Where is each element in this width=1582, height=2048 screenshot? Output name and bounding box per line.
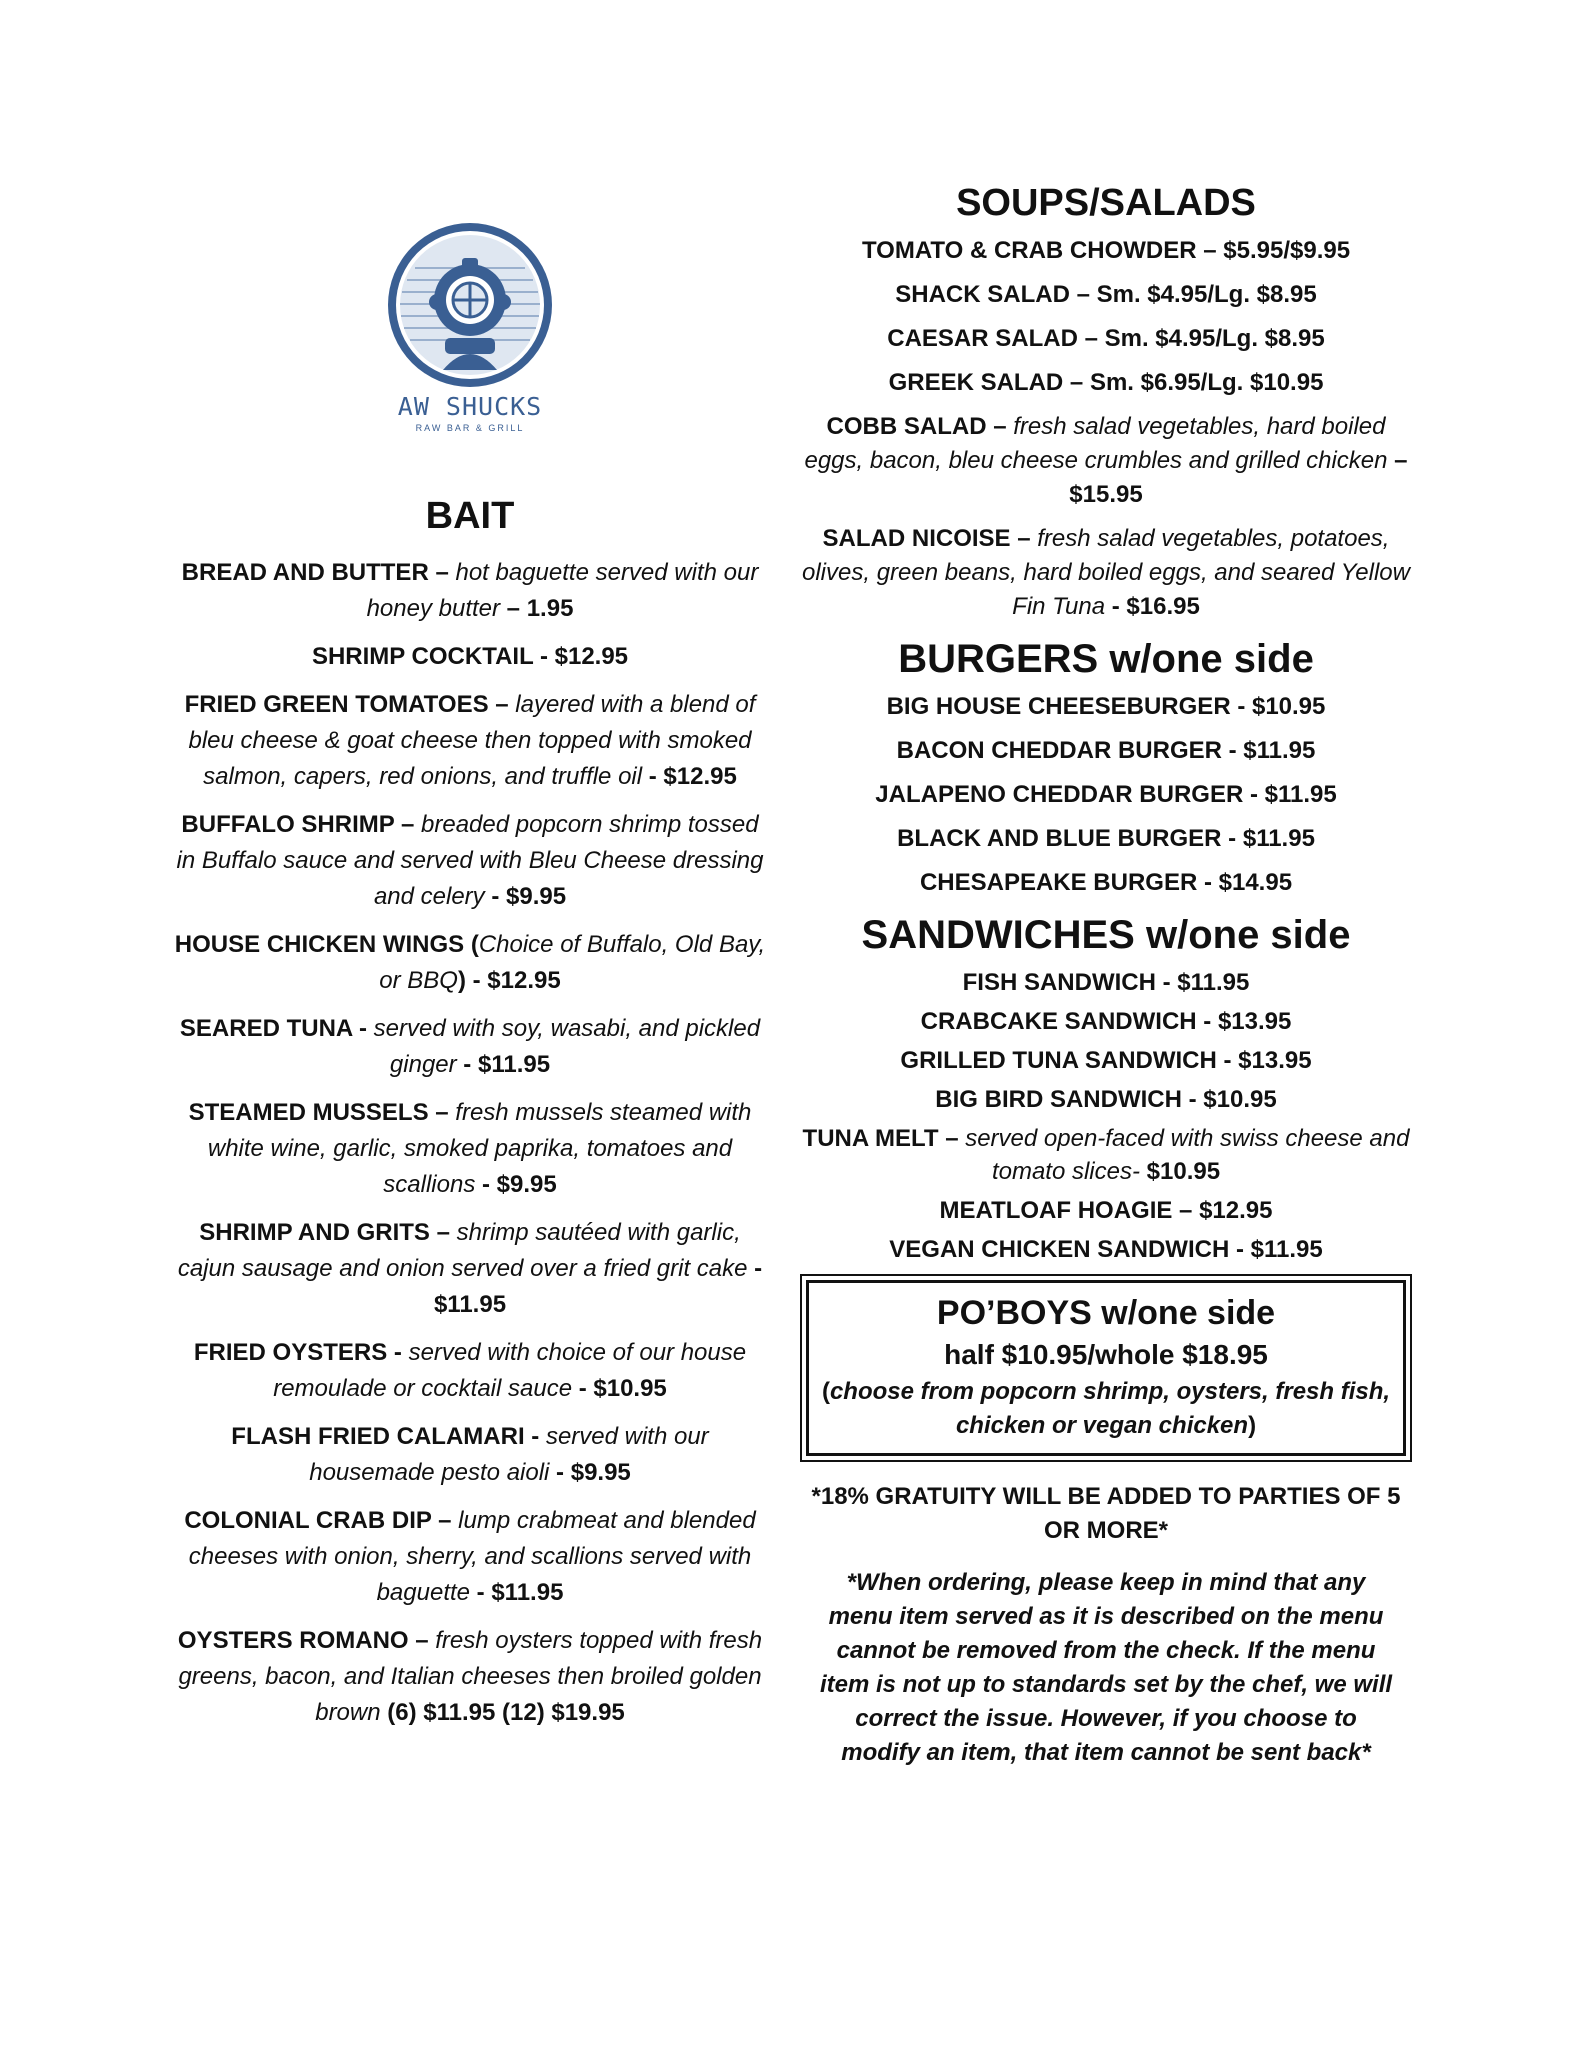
menu-item: [800, 1044, 1412, 1077]
menu-item: [170, 807, 770, 915]
menu-item: [170, 639, 770, 675]
bait-list: [170, 555, 770, 1731]
item-name: JALAPENO CHEDDAR BURGER - $11.95: [875, 780, 1337, 808]
menu-item: [170, 1215, 770, 1323]
restaurant-logo: [355, 220, 585, 433]
item-separator: –: [428, 558, 456, 586]
item-name: CHESAPEAKE BURGER - $14.95: [919, 868, 1293, 896]
menu-item: [800, 522, 1412, 624]
item-separator: -: [387, 1338, 409, 1366]
menu-item: [800, 366, 1412, 400]
item-price: - $11.95: [470, 1578, 564, 1606]
item-price: - $11.95: [433, 1254, 763, 1318]
logo-tagline: RAW BAR & GRILL: [415, 423, 525, 433]
item-description: served with our housemade pesto aioli: [309, 1422, 709, 1486]
item-name: CAESAR SALAD – Sm. $4.95/Lg. $8.95: [887, 324, 1325, 352]
menu-item: [800, 278, 1412, 312]
bait-title: BAIT: [425, 495, 515, 537]
logo-name: AW SHUCKS: [397, 392, 543, 421]
item-separator: –: [394, 810, 422, 838]
menu-item: [800, 966, 1412, 999]
item-description: served with choice of our house remoulade or cocktail sauce: [273, 1338, 747, 1402]
item-description: lump crabmeat and blended cheeses with onion, sherry, and scallions served with baguette: [188, 1506, 756, 1606]
item-description: served with soy, wasabi, and pickled ginger: [373, 1014, 761, 1078]
item-name: STEAMED MUSSELS: [188, 1098, 429, 1126]
sandwiches-list: [800, 966, 1412, 1266]
item-name: SEARED TUNA: [179, 1014, 353, 1042]
item-name: SALAD NICOISE –: [822, 524, 1038, 552]
menu-item: [800, 822, 1412, 856]
menu-item: [170, 1419, 770, 1491]
right-column: [800, 180, 1412, 1770]
soups-salads-list: [800, 234, 1412, 624]
poboys-note-text: choose from popcorn shrimp, oysters, fresh fish, chicken or vegan chicken: [829, 1377, 1391, 1439]
item-name: FISH SANDWICH - $11.95: [962, 968, 1250, 996]
menu-item: [800, 410, 1412, 512]
item-description: fresh mussels steamed with white wine, garlic, smoked paprika, tomatoes and scallions: [207, 1098, 752, 1198]
item-price: (6) $11.95 (12) $19.95: [380, 1698, 625, 1726]
menu-item: [800, 1005, 1412, 1038]
menu-item: [800, 690, 1412, 724]
ordering-disclaimer: *When ordering, please keep in mind that any menu item served as it is described on the menu cannot be removed from the check. If the menu item is not up to standards set by the chef, we will correct the issue. However, if you choose to modify an item, that item cannot be sent back*: [819, 1568, 1393, 1766]
item-name: MEATLOAF HOAGIE – $12.95: [939, 1196, 1273, 1224]
item-name: COLONIAL CRAB DIP: [184, 1506, 432, 1534]
item-description: hot baguette served with our honey butter: [366, 558, 759, 622]
menu-item: [170, 555, 770, 627]
menu-item: [170, 1011, 770, 1083]
item-price: ) - $12.95: [457, 966, 561, 994]
item-name: SHRIMP AND GRITS: [199, 1218, 430, 1246]
item-description: breaded popcorn shrimp tossed in Buffalo sauce and served with Bleu Cheese dressing and celery: [176, 810, 764, 910]
item-description: fresh salad vegetables, hard boiled eggs, bacon, bleu cheese crumbles and grilled chicken: [804, 412, 1388, 474]
poboys-title: PO’BOYS w/one side: [936, 1293, 1276, 1332]
item-separator: –: [408, 1626, 436, 1654]
item-name: GREEK SALAD – Sm. $6.95/Lg. $10.95: [888, 368, 1324, 396]
menu-item: [800, 778, 1412, 812]
menu-item: [170, 1623, 770, 1731]
menu-item: [800, 734, 1412, 768]
soups-salads-title: SOUPS/SALADS: [956, 182, 1256, 224]
item-name: BIG HOUSE CHEESEBURGER - $10.95: [886, 692, 1326, 720]
poboys-price: half $10.95/whole $18.95: [944, 1338, 1268, 1370]
item-name: COBB SALAD –: [826, 412, 1014, 440]
item-price: - $12.95: [533, 642, 629, 670]
item-price: - $12.95: [642, 762, 737, 790]
item-description: fresh salad vegetables, potatoes, olives, green beans, hard boiled eggs, and seared Yellow Fin Tuna: [802, 524, 1410, 620]
burgers-list: [800, 690, 1412, 900]
item-price: $10.95: [1139, 1157, 1221, 1185]
item-name: BLACK AND BLUE BURGER - $11.95: [897, 824, 1315, 852]
item-name: CRABCAKE SANDWICH - $13.95: [920, 1007, 1292, 1035]
sandwiches-title: SANDWICHES w/one side: [861, 912, 1351, 957]
item-separator: –: [431, 1506, 459, 1534]
item-name: FLASH FRIED CALAMARI: [231, 1422, 525, 1450]
item-name: VEGAN CHICKEN SANDWICH - $11.95: [889, 1235, 1323, 1263]
item-separator: -: [524, 1422, 546, 1450]
item-name: GRILLED TUNA SANDWICH - $13.95: [900, 1046, 1312, 1074]
gratuity-notice: *18% GRATUITY WILL BE ADDED TO PARTIES OF 5 OR MORE*: [811, 1482, 1401, 1544]
item-description: layered with a blend of bleu cheese & goat cheese then topped with smoked salmon, capers, red onions, and truffle oil: [188, 690, 756, 790]
menu-item: [800, 866, 1412, 900]
poboys-box: [800, 1274, 1412, 1462]
menu-item: [170, 927, 770, 999]
menu-item: [170, 1503, 770, 1611]
item-separator: –: [488, 690, 516, 718]
item-price: - $9.95: [475, 1170, 557, 1198]
item-price: - $10.95: [572, 1374, 667, 1402]
menu-item: [800, 234, 1412, 268]
poboys-note: (choose from popcorn shrimp, oysters, fresh fish, chicken or vegan chicken): [821, 1377, 1391, 1439]
item-name: SHACK SALAD – Sm. $4.95/Lg. $8.95: [895, 280, 1317, 308]
item-price: - $11.95: [456, 1050, 551, 1078]
menu-item: [800, 1194, 1412, 1227]
item-name: FRIED OYSTERS: [193, 1338, 388, 1366]
menu-item: [170, 1335, 770, 1407]
item-description: fresh oysters topped with fresh greens, bacon, and Italian cheeses then broiled golden brown: [178, 1626, 763, 1726]
menu-item: [800, 322, 1412, 356]
menu-item: [170, 687, 770, 795]
menu-item: [800, 1233, 1412, 1266]
item-description: Choice of Buffalo, Old Bay, or BBQ: [379, 930, 766, 994]
item-price: - $9.95: [484, 882, 567, 910]
item-name: BUFFALO SHRIMP: [181, 810, 395, 838]
item-name: BIG BIRD SANDWICH - $10.95: [935, 1085, 1277, 1113]
item-price: – $15.95: [1069, 446, 1408, 508]
item-separator: –: [428, 1098, 456, 1126]
menu-item: [800, 1083, 1412, 1116]
item-separator: –: [429, 1218, 457, 1246]
item-description: shrimp sautéed with garlic, cajun sausage and onion served over a fried grit cake: [177, 1218, 748, 1282]
item-name: BACON CHEDDAR BURGER - $11.95: [896, 736, 1316, 764]
menu-item: [800, 1122, 1412, 1188]
item-price: - $16.95: [1105, 592, 1200, 620]
left-column: [170, 220, 770, 1743]
item-name: HOUSE CHICKEN WINGS (: [174, 930, 479, 958]
item-name: TOMATO & CRAB CHOWDER – $5.95/$9.95: [861, 236, 1351, 264]
item-name: FRIED GREEN TOMATOES: [184, 690, 489, 718]
item-name: OYSTERS ROMANO: [177, 1626, 409, 1654]
item-name: TUNA MELT –: [802, 1124, 966, 1152]
item-name: SHRIMP COCKTAIL: [311, 642, 534, 670]
item-price: – 1.95: [500, 594, 574, 622]
item-separator: -: [352, 1014, 374, 1042]
item-name: BREAD AND BUTTER: [181, 558, 429, 586]
item-description: served open-faced with swiss cheese and tomato slices-: [965, 1124, 1410, 1185]
burgers-title: BURGERS w/one side: [898, 636, 1314, 681]
item-price: - $9.95: [549, 1458, 631, 1486]
menu-item: [170, 1095, 770, 1203]
diving-helmet-icon: [385, 220, 555, 390]
